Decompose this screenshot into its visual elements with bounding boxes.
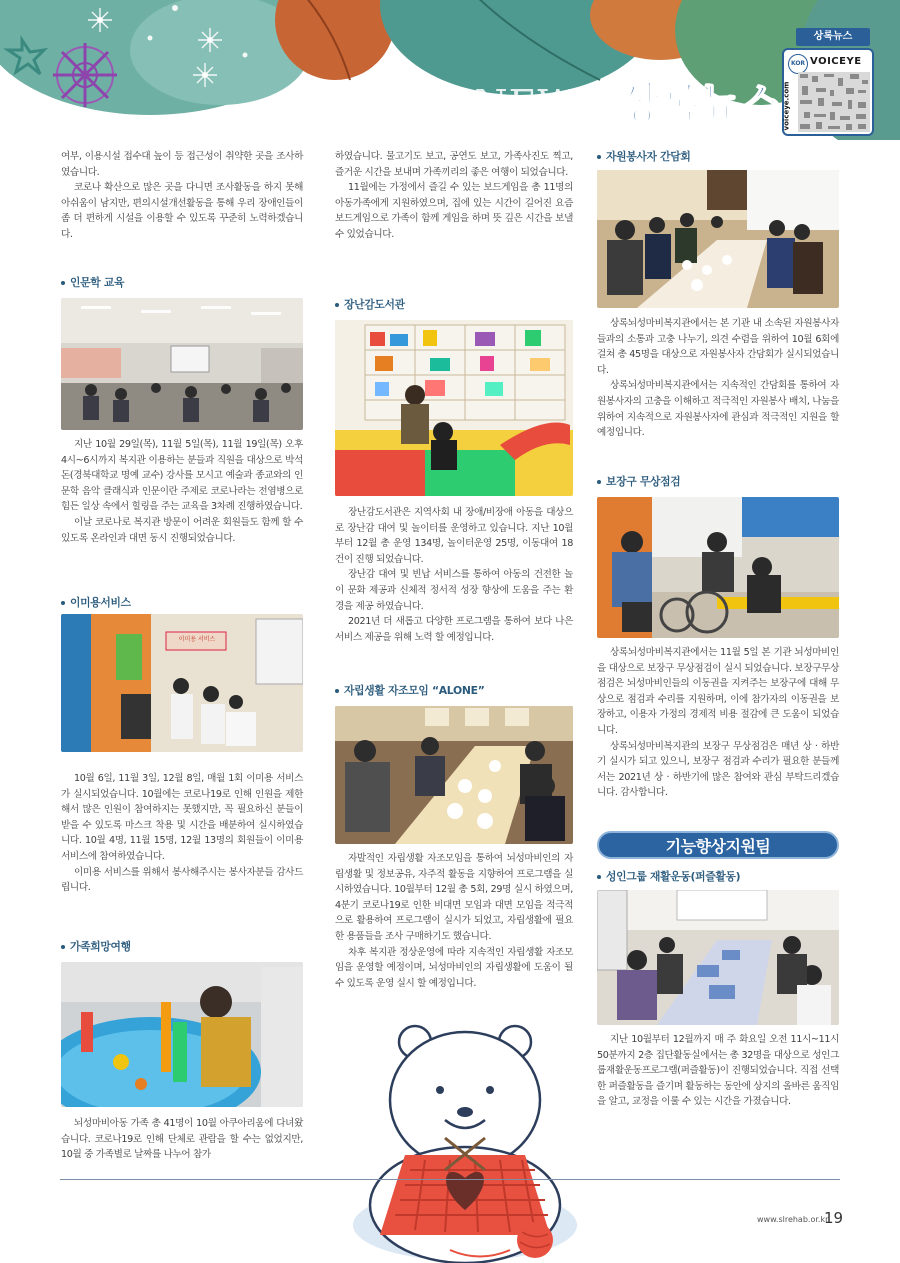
qr-kor-badge: KOR: [788, 54, 808, 74]
team-banner: 기능향상지원팀: [597, 831, 839, 859]
footer-divider: [60, 1179, 840, 1180]
assistive-paragraph-2: 상록뇌성마비복지관의 보장구 무상점검은 매년 상 · 하반기 실시가 되고 있으니, 보장구 점검과 수리가 필요한 분들께서는 2021년 상 · 하반기에 많은 참여와 관심 부탁드리겠습니다. 감사합니다.: [597, 740, 839, 799]
section-heading-humanities: 인문학 교육: [61, 275, 124, 290]
qr-side-text: voiceye.com: [782, 81, 791, 131]
page-title: 상록뉴스: [618, 79, 781, 130]
column-2-toy: [335, 505, 573, 645]
qr-brand: VOICEYE: [810, 56, 862, 67]
toy-paragraph-3: 2021년 더 새롭고 다양한 프로그램을 통하여 보다 나은 서비스 제공을 위해 노력 할 예정입니다.: [335, 616, 573, 643]
page-number: 19: [824, 1209, 844, 1227]
photo-humanities-lecture: [61, 298, 303, 430]
photo-toy-library: [335, 320, 573, 496]
column-2-alone: [335, 851, 573, 991]
photo-aquarium-trip: [61, 962, 303, 1107]
intro-paragraph-1: 여부, 이용시설 접수대 높이 등 접근성이 취약한 곳을 조사하였습니다.: [61, 151, 303, 178]
voiceye-code: [782, 48, 874, 136]
beauty-paragraph-1: 10월 6일, 11월 3일, 12월 8일, 매월 1회 이미용 서비스가 실시되었습니다. 10월에는 코로나19로 인해 인원을 제한해서 많은 인원이 참여하지는 못했지만, 꼭 필요하신 분들이 받을 수 있도록 마스크 착용 및 시간을 배분하여 실시하였습니다. 10월 4명, 11월 15명, 12월 13명의 회원들이 이미용서비스에 참여하였습니다.: [61, 773, 303, 862]
column-3-adult-rehab: [597, 1032, 839, 1110]
column-2-trip-cont: [335, 149, 573, 243]
news-word-big: NEWS: [474, 82, 605, 126]
column-1-humanities: [61, 437, 303, 546]
column-3-assistive-device: [597, 645, 839, 801]
adult-rehab-paragraph-1: 지난 10월부터 12월까지 매 주 화요일 오전 11시~11시50분까지 2층 집단활동실에서는 총 32명을 대상으로 성인그룹재활운동프로그램(퍼즐활동)이 진행되었습니다. 직접 선택한 퍼즐활동을 즐기며 활동하는 동안에 상지의 올바른 움직임을 알고, 교정을 이룰 수 있는 시간을 가졌습니다.: [597, 1034, 839, 1108]
humanities-paragraph-2: 이날 코로나로 복지관 방문이 어려운 회원들도 함께 할 수 있도록 온라인과 대면 동시 진행되었습니다.: [61, 516, 303, 544]
alone-paragraph-1: 자발적인 자립생활 자조모임을 통하여 뇌성마비인의 자립생활 및 정보공유, 자주적 활동을 지향하여 프로그램을 실시하였습니다. 10월부터 12월 총 5회, 29명 실시 하였으며, 4분기 코로나19로 인한 비대면 모임과 대면 모임을 적극적으로 활용하여 프로그램이 실시가 되었고, 자립생활에 필요한 용품들을 조사 구매하기도 했습니다.: [335, 853, 573, 942]
section-heading-alone: 자립생활 자조모임 “ALONE”: [335, 683, 485, 698]
snowflake-icon: [53, 43, 117, 107]
photo-beauty-service: [61, 614, 303, 752]
trip-paragraph-1: 뇌성마비아동 가족 총 41명이 10월 아쿠아리움에 다녀왔습니다. 코로나19로 인해 단체로 관람을 할 수는 없었지만, 10월 중 가족별로 날짜를 나누어 참가: [61, 1118, 303, 1161]
toy-paragraph-2: 장난감 대여 및 빈납 서비스를 통하여 아동의 건전한 놀이 문화 제공과 신체적 정서적 성장 향상에 도움을 주는 환경을 제공 하였습니다.: [335, 569, 573, 612]
section-heading-assistive-device: 보장구 무상점검: [597, 474, 680, 489]
photo-volunteer-meeting: [597, 170, 839, 308]
qr-pattern: [798, 72, 870, 132]
column-1-beauty: [61, 771, 303, 896]
volunteer-paragraph-1: 상록뇌성마비복지관에서는 본 기관 내 소속된 자원봉사자들과의 소통과 고충 나누기, 의견 수렴을 위하여 10월 6회에 걸쳐 총 45명을 대상으로 자원봉사자 간담회가 실시되었습니다.: [597, 318, 839, 376]
section-heading-beauty: 이미용서비스: [61, 595, 131, 610]
beauty-banner-label: 이미용 서비스: [178, 636, 216, 643]
section-tag: 상록뉴스: [796, 28, 870, 46]
news-wordmark: [380, 82, 605, 126]
column-1-trip: [61, 1116, 303, 1163]
column-1-intro: [61, 149, 303, 243]
section-heading-trip: 가족희망여행: [61, 939, 131, 954]
intro-paragraph-2: 코로나 확산으로 많은 곳을 다니면 조사활동을 하지 못해 아쉬움이 남지만, 편의시설개선활동을 통해 우리 장애인들이 좀 더 편하게 시설을 이용할 수 있도록 꾸준히 노력하겠습니다.: [61, 182, 303, 240]
volunteer-paragraph-2: 상록뇌성마비복지관에서는 지속적인 간담회를 통하여 자원봉사자의 고충을 이해하고 적극적인 자원봉사 배치, 나눔을 위하여 지속적으로 자원봉사자에 관심과 적극적인 지원을 할 예정입니다.: [597, 380, 839, 439]
polar-bear-knitting-illustration: [350, 1020, 580, 1263]
photo-wheelchair-inspection: [597, 497, 839, 638]
trip-cont-paragraph-2: 11월에는 가정에서 즐길 수 있는 보드게임을 총 11명의 아동가족에게 지원하였으며, 집에 있는 시간이 길어진 요즘 보드게임으로 가족이 함께 게임을 하며 뜻 깊은 시간을 보낼 수 있었습니다.: [335, 182, 573, 240]
column-3-volunteer: [597, 316, 839, 441]
beauty-paragraph-2: 이미용 서비스를 위해서 봉사해주시는 봉사자분들 감사드립니다.: [61, 866, 303, 894]
toy-paragraph-1: 장난감도서관은 지역사회 내 장애/비장애 아동을 대상으로 장난감 대여 및 놀이터를 운영하고 있습니다. 지난 10월부터 12월 총 운영 134명, 놀이터운영 25명, 이동대여 18건이 진행 되었습니다.: [335, 507, 573, 565]
humanities-paragraph-1: 지난 10월 29일(목), 11월 5일(목), 11월 19일(목) 오후 4시~6시까지 복지관 이용하는 분들과 직원을 대상으로 박석돈(경북대학교 명예 교수) 강사를 모시고 예술과 종교와의 인문학 음악 클래식과 인문이란 주제로 코로나라는 전염병으로 힘든 일상 속에서 힐링을 주는 교육을 3차례 진행하였습니다.: [61, 439, 303, 513]
section-heading-toy-library: 장난감도서관: [335, 297, 405, 312]
news-word-small: sanglok: [380, 97, 469, 122]
section-heading-volunteer: 자원봉사자 간담회: [597, 149, 691, 164]
alone-paragraph-2: 차후 복지관 정상운영에 따라 지속적인 자립생활 자조모임을 운영할 예정이며, 뇌성마비인의 자립생활에 도움이 될 수 있도록 운영 실시 할 예정입니다.: [335, 946, 573, 989]
trip-cont-paragraph-1: 하였습니다. 물고기도 보고, 공연도 보고, 가족사진도 찍고, 즐거운 시간을 보내며 가족끼리의 좋은 여행이 되었습니다.: [335, 151, 573, 178]
photo-puzzle-activity: [597, 890, 839, 1025]
photo-self-help-meeting: [335, 706, 573, 844]
section-heading-adult-rehab: 성인그룹 재활운동(퍼즐활동): [597, 869, 740, 884]
footer-url: www.slrehab.or.kr: [757, 1215, 829, 1224]
assistive-paragraph-1: 상록뇌성마비복지관에서는 11월 5일 본 기관 뇌성마비인을 대상으로 보장구 무상점검이 실시 되었습니다. 보장구무상점검은 뇌성마비인들의 이동권을 지켜주는 보장구에 대해 무상으로 점검과 수리를 지원하며, 이에 참가자의 이동권을 보장하고, 이용자 가정의 경제적 비용 절감에 큰 도움이 되었습니다.: [597, 647, 839, 736]
